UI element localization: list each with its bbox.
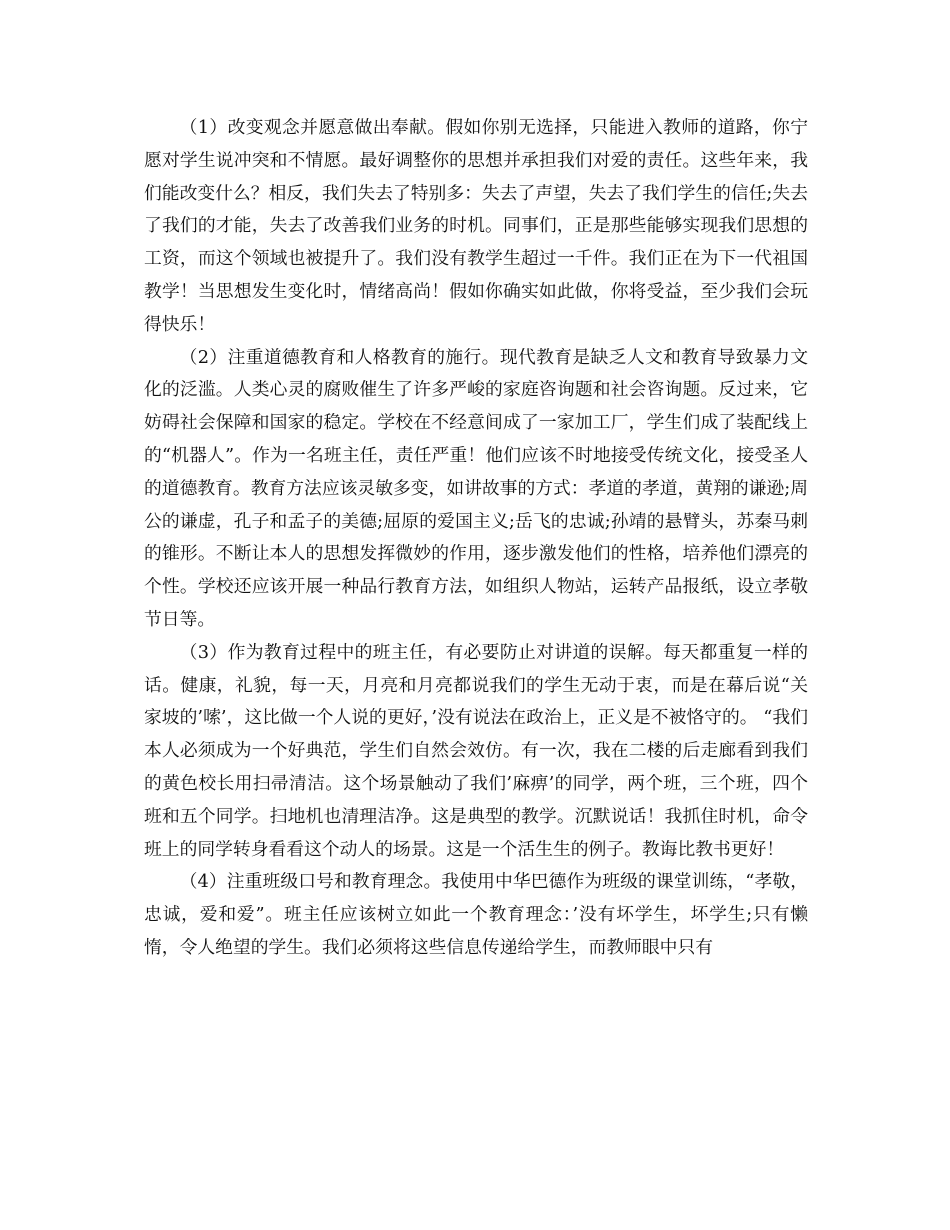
paragraph-1: （1）改变观念并愿意做出奉献。假如你别无选择，只能进入教师的道路，你宁愿对学生说冲突和不情愿。最好调整你的思想并承担我们对爱的责任。这些年来，我们能改变什么？相反，我们失去了特别多：失去了声望，失去了我们学生的信任;失去了我们的才能，失去了改善我们业务的时机。同事们，正是那些能够实现我们思想的工资，而这个领域也被提升了。我们没有教学生超过一千件。我们正在为下一代祖国教学！当思想发生变化时，情绪高尚！假如你确实如此做，你将受益，至少我们会玩得快乐！ bbox=[144, 117, 808, 335]
document-body bbox=[144, 112, 808, 965]
paragraph-4: （4）注重班级口号和教育理念。我使用中华巴德作为班级的课堂训练，“孝敬，忠诚，爱和爱”。班主任应该树立如此一个教育理念：’没有坏学生，坏学生;只有懒惰，令人绝望的学生。我们必须将这些信息传递给学生，而教师眼中只有 bbox=[144, 871, 808, 958]
paragraph-3: （3）作为教育过程中的班主任，有必要防止对讲道的误解。每天都重复一样的话。健康，礼貌，每一天，月亮和月亮都说我们的学生无动于衷，而是在幕后说“关家坡的’嗦’，这比做一个人说的更好，’没有说法在政治上，正义是不被恪守的。 “我们本人必须成为一个好典范，学生们自然会效仿。有一次，我在二楼的后走廊看到我们的黄色校长用扫帚清洁。这个场景触动了我们’麻痹’的同学，两个班，三个班，四个班和五个同学。扫地机也清理洁净。这是典型的教学。沉默说话！我抓住时机，命令班上的同学转身看看这个动人的场景。这是一个活生生的例子。教诲比教书更好！ bbox=[144, 641, 808, 860]
paragraph-2: （2）注重道德教育和人格教育的施行。现代教育是缺乏人文和教育导致暴力文化的泛滥。人类心灵的腐败催生了许多严峻的家庭咨询题和社会咨询题。反过来，它妨碍社会保障和国家的稳定。学校在不经意间成了一家加工厂，学生们成了装配线上的“机器人”。作为一名班主任，责任严重！他们应该不时地接受传统文化，接受圣人的道德教育。教育方法应该灵敏多变，如讲故事的方式：孝道的孝道，黄翔的谦逊;周公的谦虚，孔子和孟子的美德;屈原的爱国主义;岳飞的忠诚;孙靖的悬臂头，苏秦马刺的锥形。不断让本人的思想发挥微妙的作用，逐步激发他们的性格，培养他们漂亮的个性。学校还应该开展一种品行教育方法，如组织人物站，运转产品报纸，设立孝敬节日等。 bbox=[144, 346, 808, 630]
